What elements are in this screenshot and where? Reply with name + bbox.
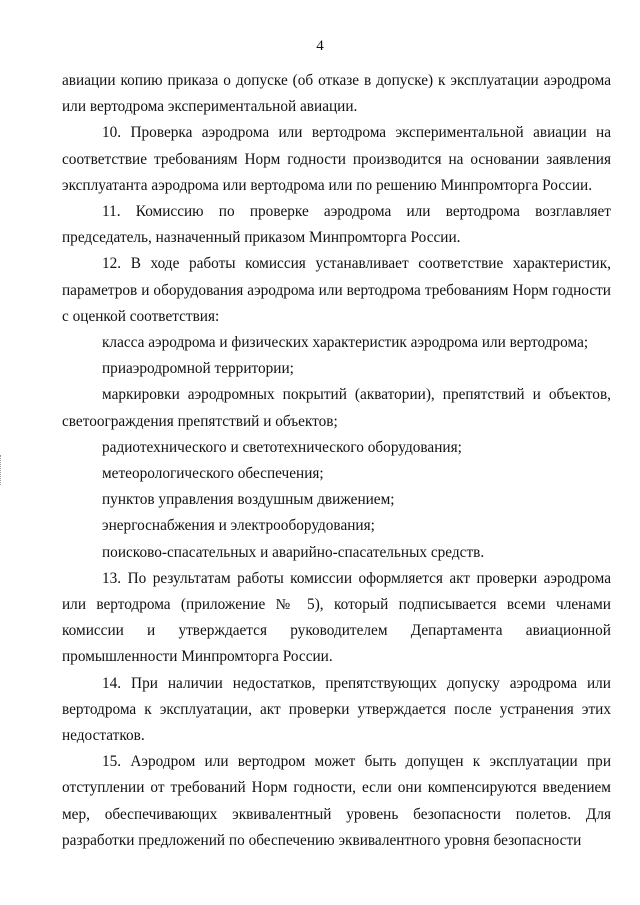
- paragraph-11: 11. Комиссию по проверке аэродрома или вертодрома возглавляет председатель, назначенный приказом Минпромторга России.: [62, 203, 611, 247]
- list-item-rescue: поисково-спасательных и аварийно-спасательных средств.: [102, 543, 485, 561]
- list-item-territory: приаэродромной территории;: [102, 360, 294, 378]
- page-number: 4: [316, 38, 324, 54]
- scan-margin-mark: [0, 455, 3, 485]
- paragraph-14: 14. При наличии недостатков, препятствующих допуску аэродрома или вертодрома к эксплуатации, акт проверки утверждается после устранения этих недостатков.: [62, 674, 611, 745]
- paragraph-10: 10. Проверка аэродрома или вертодрома экспериментальной авиации на соответствие требованиям Норм годности производится на основании заявления эксплуатанта аэродрома или вертодрома или по решению Минпромторга России.: [62, 124, 611, 194]
- paragraph-13: 13. По результатам работы комиссии оформляется акт проверки аэродрома или вертодрома (приложение № 5), который подписывается всеми членами комиссии и утверждается руководителем Департамента авиационной промышленности Минпромторга России.: [62, 569, 611, 666]
- paragraph-12: 12. В ходе работы комиссия устанавливает соответствие характеристик, параметров и оборудования аэродрома или вертодрома требованиям Норм годности с оценкой соответствия:: [62, 255, 611, 325]
- paragraph-15: 15. Аэродром или вертодром может быть допущен к эксплуатации при отступлении от требований Норм годности, если они компенсируются введением мер, обеспечивающих эквивалентный уровень безопасности полетов. Для разработки предложений по обеспечению эквивалентного уровня безопасности: [62, 753, 611, 849]
- list-item-power: энергоснабжения и электрооборудования;: [102, 517, 375, 535]
- list-item-class: класса аэродрома и физических характеристик аэродрома или вертодрома;: [102, 334, 589, 352]
- list-item-radio-equipment: радиотехнического и светотехнического оборудования;: [102, 438, 462, 456]
- paragraph-continuation: авиации копию приказа о допуске (об отказе в допуске) к эксплуатации аэродрома или вертодрома экспериментальной авиации.: [62, 72, 611, 116]
- list-item-meteo: метеорологического обеспечения;: [102, 465, 324, 483]
- document-body: [62, 68, 611, 854]
- list-item-atc: пунктов управления воздушным движением;: [102, 491, 395, 509]
- list-item-marking: маркировки аэродромных покрытий (акватории), препятствий и объектов, светоограждения препятствий и объектов;: [62, 386, 611, 430]
